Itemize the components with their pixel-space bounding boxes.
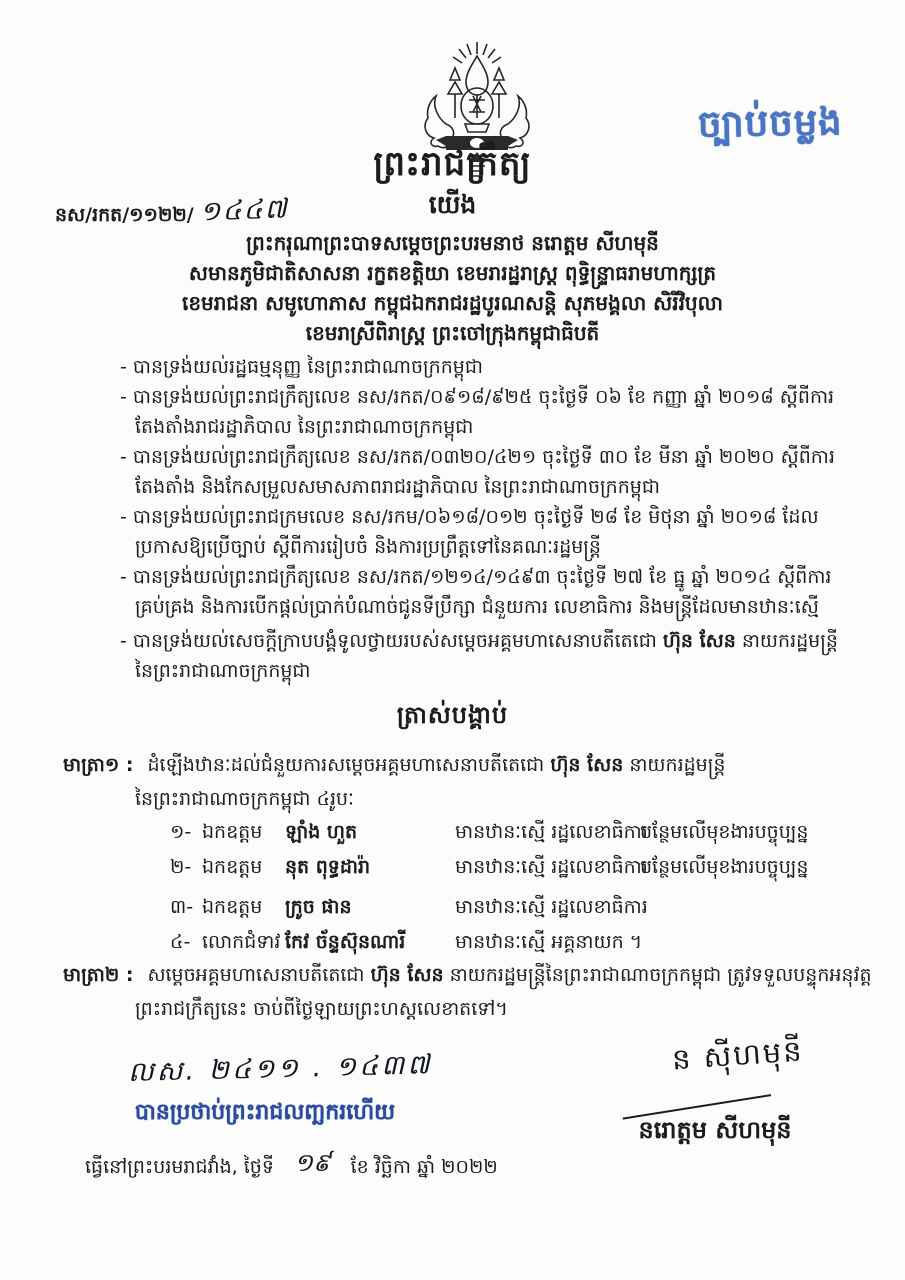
preamble-line: ប្រកាសឱ្យប្រើច្បាប់ ស្តីពីការរៀបចំ និងការប្រព្រឹត្តទៅនៃគណៈរដ្ឋមន្ត្រី [135, 536, 601, 558]
article-1-line2: នៃព្រះរាជាណាចក្រកម្ពុជា ៤រូបៈ [135, 788, 354, 810]
royal-titles [0, 228, 905, 348]
appointee-row [0, 820, 905, 850]
preamble-line: - បានទ្រង់យល់ព្រះរាជក្រឹត្យលេខ នស/រកត/១២១៤/១៤៩៣ ចុះថ្ងៃទី ២៧ ខែ ធ្នូ ឆ្នាំ ២០១៤ ស្តីពីការ [120, 566, 832, 588]
royal-title-line: ព្រះករុណាព្រះបាទសម្តេចព្រះបរមនាថ នរោត្តម សីហមុនី [246, 231, 659, 255]
article-2 [63, 958, 905, 1026]
registry-handwritten-numbers: លស. ២៤១១ . ១៤៣៧ [127, 1049, 433, 1089]
document-title: ព្រះរាជក្រឹត្យ [373, 144, 532, 184]
certified-copy-stamp: ច្បាប់ចម្លង [697, 100, 843, 146]
appointee-rank: មានឋានៈស្មើ អគ្គនាយក ។ [455, 931, 643, 953]
left-spire [448, 68, 462, 118]
reference-handwritten-number: ១៤៤៧ [199, 193, 290, 228]
prime-minister-name: ហ៊ុន សែន [550, 754, 624, 776]
article-1-label: មាត្រា១ : [63, 754, 134, 776]
appointee-honorific: ឯកឧត្តម [202, 896, 263, 918]
prime-minister-name: ហ៊ុន សែន [370, 964, 444, 986]
appointee-row [0, 930, 905, 960]
appointee-row [0, 895, 905, 925]
preamble-line: តែងតាំង និងកែសម្រួលសមាសភាពរាជរដ្ឋាភិបាល នៃព្រះរាជាណាចក្រកម្ពុជា [135, 476, 660, 498]
tribute-text: នាយករដ្ឋមន្ត្រី [735, 630, 838, 652]
article-1 [63, 748, 903, 816]
order-heading: ត្រាស់បង្គាប់ [396, 701, 509, 729]
prime-minister-name: ហ៊ុន សែន [662, 630, 736, 652]
king-signature-handwriting: ន ស៊ីហមុនី [670, 1033, 805, 1077]
article-2-label: មាត្រា២ : [63, 964, 134, 986]
appointee-rank: មានឋានៈស្មើ រដ្ឋលេខាធិការ [455, 896, 648, 918]
article-1-text: ដំឡើងឋានៈដល់ជំនួយការសម្តេចអគ្គមហាសេនាបតីតេជោ [147, 754, 551, 776]
preamble-line: គ្រប់គ្រង និងការបើកផ្តល់ប្រាក់បំណាច់ជូនទីប្រឹក្សា ជំនួយការ លេខាធិការ និងមន្ត្រីដែលមានឋានៈស្មើ [135, 596, 819, 618]
date-suffix: ខែ វិច្ឆិកា ឆ្នាំ ២០២២ [350, 1156, 498, 1178]
preamble-line: នៃព្រះរាជាណាចក្រកម្ពុជា [135, 660, 311, 682]
appointee-name: កែវ ច័ន្ទស៊ុនណារី [285, 931, 406, 953]
preamble-clauses [120, 352, 905, 686]
appointee-number: ១- [170, 821, 192, 843]
handwritten-day: ១៩ [293, 1148, 331, 1177]
preamble-line: តែងតាំងរាជរដ្ឋាភិបាល នៃព្រះរាជាណាចក្រកម្ពុជា [135, 416, 474, 438]
preamble-line: - បានទ្រង់យល់ព្រះរាជក្រឹត្យលេខ នស/រកត/០៩១៨/៩២៥ ចុះថ្ងៃទី ០៦ ខែ កញ្ញា ឆ្នាំ ២០១៨ ស្តីពីការ [120, 386, 835, 408]
article-2-line2: ព្រះរាជក្រឹត្យនេះ ចាប់ពីថ្ងៃឡាយព្រះហស្តលេខាតទៅ។ [135, 998, 508, 1020]
preamble-line: - បានទ្រង់យល់ព្រះរាជក្រមលេខ នស/រកម/០៦១៨/០១២ ចុះថ្ងៃទី ២៨ ខែ មិថុនា ឆ្នាំ ២០១៨ ដែល [120, 506, 819, 528]
king-printed-name: នរោត្តម សីហមុនី [638, 1116, 792, 1144]
appointee-note: បន្ថែមលើមុខងារបច្ចុប្បន្ន [640, 821, 809, 843]
preamble-line: - បានទ្រង់យល់រដ្ឋធម្មនុញ្ញ នៃព្រះរាជាណាចក្រកម្ពុជា [120, 356, 483, 378]
appointee-name: ក្រូច ផាន [285, 896, 352, 918]
preamble-line: - បានទ្រង់យល់ព្រះរាជក្រឹត្យលេខ នស/រកត/០៣២០/៤២១ ចុះថ្ងៃទី ៣០ ខែ មីនា ឆ្នាំ ២០២០ ស្តីពីការ [120, 446, 835, 468]
right-spire [492, 68, 506, 118]
date-prefix: ធ្វើនៅព្រះបរមរាជវាំង, ថ្ងៃទី [85, 1156, 274, 1178]
royal-title-line: សមានភូមិជាតិសាសនា រក្ខតខត្តិយា ខេមរារដ្ឋរាស្ត្រ ពុទ្ធិន្ទ្រាធរាមហាក្សត្រ [188, 261, 717, 285]
appointee-row [0, 855, 905, 885]
appointee-honorific: ឯកឧត្តម [202, 856, 263, 878]
article-2-text: នាយករដ្ឋមន្ត្រីនៃព្រះរាជាណាចក្រកម្ពុជា ត្រូវទទួលបន្ទុកអនុវត្ត [443, 964, 872, 986]
appointee-honorific: ឯកឧត្តម [202, 821, 263, 843]
appointee-number: ៤- [170, 931, 191, 953]
reference-prefix: នស/រកត/១១២២/ [55, 204, 194, 226]
preamble-tribute-line [120, 626, 905, 656]
article-1-text: នាយករដ្ឋមន្ត្រី [623, 754, 726, 776]
appointee-rank: មានឋានៈស្មើ រដ្ឋលេខាធិការ [455, 821, 648, 843]
royal-title-line: ខេមរាស្រីពិរាស្ត្រ ព្រះចៅក្រុងកម្ពុជាធិបតី [305, 321, 600, 345]
appointee-honorific: លោកជំទាវ [202, 931, 281, 953]
article-2-text: សម្តេចអគ្គមហាសេនាបតីតេជោ [147, 964, 371, 986]
appointee-note: បន្ថែមលើមុខងារបច្ចុប្បន្ន [640, 856, 809, 878]
appointee-rank: មានឋានៈស្មើ រដ្ឋលេខាធិការ [455, 856, 648, 878]
sun-rays [453, 42, 501, 63]
tribute-text: - បានទ្រង់យល់សេចក្តីក្រាបបង្គំទូលថ្វាយរបស់សម្តេចអគ្គមហាសេនាបតីតេជោ [120, 630, 663, 652]
appointee-name: ឡាំង ហួត [285, 821, 358, 843]
place-and-date-line [85, 1150, 498, 1186]
royal-title-line: ខេមរាជនា សមូហោភាស កម្ពុជឯករាជរដ្ឋបូរណសន្តិ សុភមង្គលា សិរីវិបុលា [181, 291, 724, 315]
royal-seal-affixed-note: បានប្រថាប់ព្រះរាជលញ្ឆករហើយ [134, 1100, 396, 1125]
appointee-number: ២- [170, 856, 192, 878]
royal-we: យើង [428, 190, 477, 219]
appointee-number: ៣- [170, 896, 194, 918]
appointee-name: នុត ពុទ្ធដារ៉ា [285, 856, 371, 878]
